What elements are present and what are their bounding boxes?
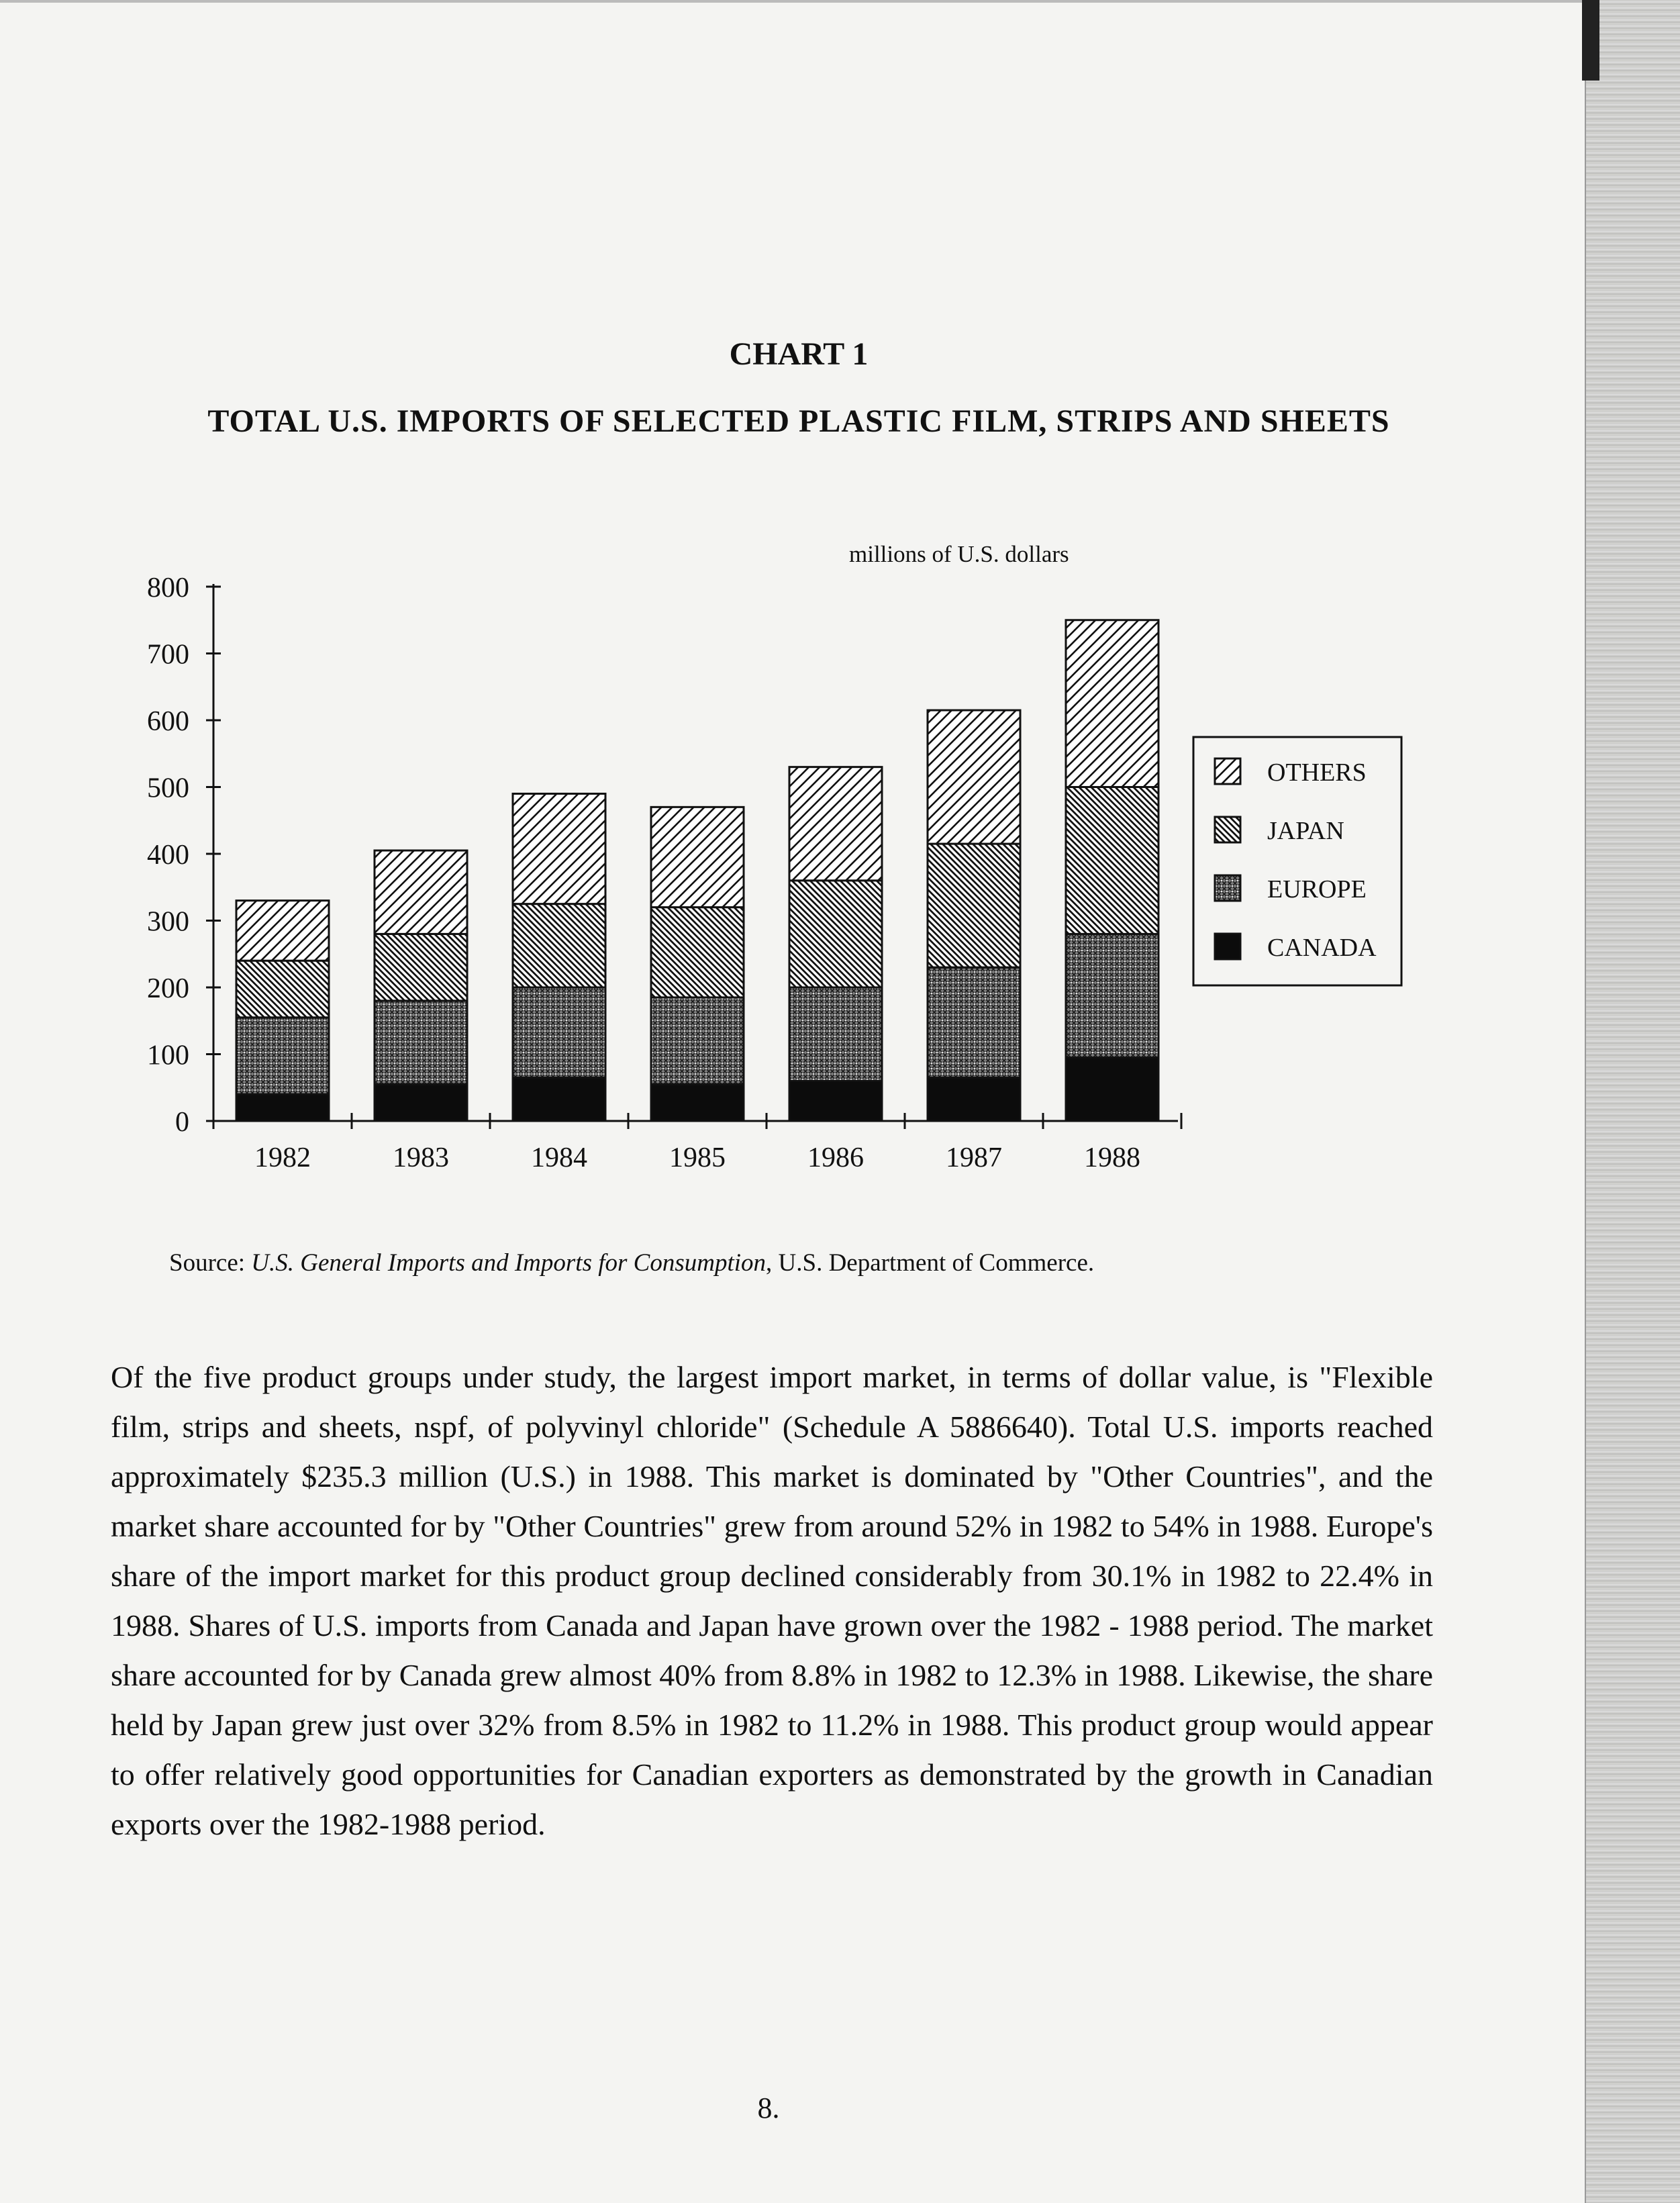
x-tick-label: 1982 <box>254 1142 311 1173</box>
legend-label-others: OTHERS <box>1267 758 1367 787</box>
scan-top-rule <box>0 0 1584 3</box>
y-tick-label: 100 <box>147 1040 189 1071</box>
stacked-bar-chart <box>0 524 1477 1195</box>
bar-segment-others-1986 <box>789 767 882 881</box>
bar-segment-others-1988 <box>1066 620 1158 787</box>
bar-segment-japan-1982 <box>236 961 329 1018</box>
bar-segment-europe-1982 <box>236 1018 329 1094</box>
x-tick-label: 1985 <box>669 1142 726 1173</box>
bar-segment-canada-1986 <box>789 1081 882 1121</box>
y-tick-label: 300 <box>147 906 189 938</box>
scan-edge <box>1585 0 1680 2203</box>
bar-segment-others-1985 <box>651 807 744 907</box>
y-tick-label: 800 <box>147 573 189 603</box>
bar-segment-japan-1984 <box>513 904 605 987</box>
bar-segment-others-1982 <box>236 901 329 961</box>
y-tick-label: 400 <box>147 840 189 871</box>
chart-label: CHART 1 <box>729 336 869 372</box>
bar-segment-japan-1985 <box>651 908 744 997</box>
y-tick-label: 0 <box>175 1107 189 1138</box>
bar-segment-canada-1987 <box>928 1077 1020 1121</box>
legend-swatch-others <box>1215 758 1240 784</box>
x-tick-label: 1983 <box>393 1142 449 1173</box>
bar-segment-europe-1984 <box>513 987 605 1077</box>
bar-segment-canada-1984 <box>513 1077 605 1121</box>
legend-swatch-japan <box>1215 817 1240 842</box>
bar-segment-others-1987 <box>928 710 1020 844</box>
legend-label-europe: EUROPE <box>1267 875 1367 903</box>
bar-segment-europe-1988 <box>1066 934 1158 1057</box>
scan-edge-shadow <box>1582 0 1599 81</box>
y-tick-label: 500 <box>147 773 189 804</box>
bar-segment-europe-1985 <box>651 997 744 1084</box>
x-tick-label: 1987 <box>946 1142 1002 1173</box>
bar-segment-europe-1987 <box>928 967 1020 1077</box>
page-number: 8. <box>757 2092 780 2124</box>
y-tick-label: 700 <box>147 639 189 671</box>
unit-label: millions of U.S. dollars <box>849 541 1069 567</box>
source-suffix: , U.S. Department of Commerce. <box>766 1249 1095 1277</box>
bar-segment-japan-1983 <box>375 934 467 1001</box>
bar-segment-japan-1988 <box>1066 787 1158 934</box>
legend-swatch-canada <box>1215 934 1240 959</box>
source-note <box>169 1249 1094 1277</box>
chart-title: TOTAL U.S. IMPORTS OF SELECTED PLASTIC FILM, STRIPS AND SHEETS <box>207 403 1390 439</box>
bar-segment-others-1983 <box>375 850 467 934</box>
x-tick-label: 1986 <box>807 1142 864 1173</box>
y-tick-label: 200 <box>147 973 189 1004</box>
bar-segment-canada-1985 <box>651 1084 744 1121</box>
bar-segment-europe-1986 <box>789 987 882 1081</box>
bar-segment-japan-1987 <box>928 844 1020 967</box>
bar-segment-canada-1988 <box>1066 1057 1158 1121</box>
bar-segment-canada-1983 <box>375 1084 467 1121</box>
legend-label-japan: JAPAN <box>1267 817 1344 845</box>
legend-label-canada: CANADA <box>1267 934 1377 962</box>
legend-swatch-europe <box>1215 875 1240 901</box>
bar-segment-others-1984 <box>513 793 605 903</box>
bar-segment-japan-1986 <box>789 881 882 987</box>
x-tick-label: 1988 <box>1084 1142 1140 1173</box>
x-tick-label: 1984 <box>531 1142 587 1173</box>
bar-segment-canada-1982 <box>236 1094 329 1121</box>
source-title: U.S. General Imports and Imports for Consumption <box>251 1249 767 1277</box>
body-paragraph: Of the five product groups under study, the largest import market, in terms of dollar value, is "Flexible film, strips and sheets, nspf, of polyvinyl chloride" (Schedule A 5886640). Total U.S. imports reached approximately $235.3 million (U.S.) in 1988. This market is dominated by "Other Countries", and the market share accounted for by "Other Countries" grew from around 52% in 1982 to 54% in 1988. Europe's share of the import market for this product group declined considerably from 30.1% in 1982 to 22.4% in 1988. Shares of U.S. imports from Canada and Japan have grown over the 1982 - 1988 period. The market share accounted for by Canada grew almost 40% from 8.8% in 1982 to 12.3% in 1988. Likewise, the share held by Japan grew just over 32% from 8.5% in 1982 to 11.2% in 1988. This product group would appear to offer relatively good opportunities for Canadian exporters as demonstrated by the growth in Canadian exports over the 1982-1988 period. <box>111 1360 1433 1841</box>
bar-segment-europe-1983 <box>375 1001 467 1084</box>
source-prefix: Source: <box>169 1249 252 1277</box>
y-tick-label: 600 <box>147 706 189 737</box>
